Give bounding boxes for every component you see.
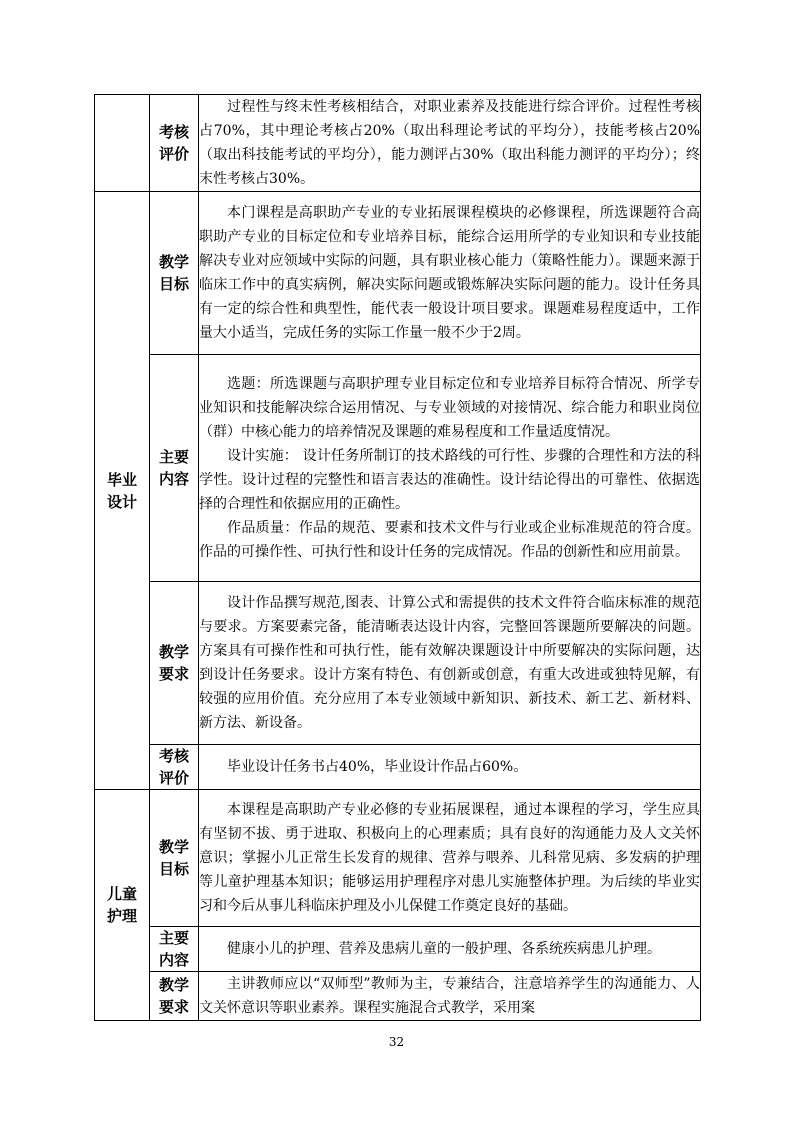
row-label-line: 评价 xyxy=(158,769,189,787)
paragraph: 设计作品撰写规范,图表、计算公式和需提供的技术文件符合临床标准的规范与要求。方案要素完备，能清晰表达设计内容，完整回答课题所要解决的问题。方案具有可操作性和可执行性，能有效解决课题设计中所要解决的实际问题，达到设计任务要求。设计方案有特色、有创新或创意，有重大改进或独特见解，有较强的应用价值。充分应用了本专业领域中新知识、新技术、新工艺、新材料、新方法、新设备。 xyxy=(199,595,700,731)
table-row xyxy=(95,972,701,1021)
row-label-line: 考核 xyxy=(158,123,189,141)
section-label-line: 护理 xyxy=(106,907,137,925)
row-label-line: 要求 xyxy=(158,665,189,683)
section-label-line: 设计 xyxy=(106,492,137,511)
row-label xyxy=(150,355,199,582)
table-row xyxy=(95,790,701,927)
row-text xyxy=(199,582,701,745)
row-label-line: 要求 xyxy=(158,998,189,1016)
row-label xyxy=(150,582,199,745)
table-row xyxy=(95,192,701,355)
row-label-line: 目标 xyxy=(158,860,189,878)
table-row xyxy=(95,745,701,790)
paragraph: 选题：所选课题与高职护理专业目标定位和专业培养目标符合情况、所学专业知识和技能解决综合运用情况、与专业领域的对接情况、综合能力和职业岗位（群）中核心能力的培养情况及课题的难易程度和工作量适度情况。 xyxy=(199,376,700,440)
row-label-line: 评价 xyxy=(158,145,189,163)
row-label-line: 教学 xyxy=(158,643,189,661)
row-text xyxy=(199,355,701,582)
row-label-line: 教学 xyxy=(158,838,189,856)
row-label-line: 教学 xyxy=(158,976,189,994)
table-row xyxy=(95,927,701,972)
paragraph: 毕业设计任务书占40%，毕业设计作品占60%。 xyxy=(227,759,528,775)
row-text xyxy=(199,95,701,192)
row-label-line: 内容 xyxy=(158,951,189,969)
row-text xyxy=(199,972,701,1021)
paragraph: 本门课程是高职助产专业的专业拓展课程模块的必修课程，所选课题符合高职助产专业的目标定位和专业培养目标，能综合运用所学的专业知识和专业技能解决专业对应领域中实际的问题，具有职业核心能力（策略性能力）。课题来源于临床工作中的真实病例，解决实际问题或锻炼解决实际问题的能力。设计任务具有一定的综合性和典型性，能代表一般设计项目要求。课题难易程度适中，工作量大小适当，完成任务的实际工作量一般不少于2周。 xyxy=(199,205,700,341)
paragraph: 主讲教师应以“双师型”教师为主，专兼结合，注意培养学生的沟通能力、人文关怀意识等职业素养。课程实施混合式教学，采用案 xyxy=(199,976,700,1016)
page-number: 32 xyxy=(388,1035,405,1049)
table-row xyxy=(95,582,701,745)
row-label-line: 主要 xyxy=(158,448,189,466)
row-label xyxy=(150,972,199,1021)
curriculum-table xyxy=(94,94,701,1021)
row-text xyxy=(199,790,701,927)
row-label xyxy=(150,790,199,927)
row-label xyxy=(150,927,199,972)
section-cell-empty xyxy=(95,95,150,192)
row-label xyxy=(150,192,199,355)
row-label-line: 教学 xyxy=(158,253,189,271)
row-text xyxy=(199,927,701,972)
paragraph: 设计实施： 设计任务所制订的技术路线的可行性、步骤的合理性和方法的科学性。设计过程的完整性和语言表达的准确性。设计结论得出的可靠性、依据选择的合理性和依据应用的正确性。 xyxy=(199,448,700,512)
row-label-line: 内容 xyxy=(158,470,189,488)
row-label xyxy=(150,95,199,192)
paragraph: 过程性与终末性考核相结合，对职业素养及技能进行综合评价。过程性考核占70%，其中理论考核占20%（取出科理论考试的平均分），技能考核占20%（取出科技能考试的平均分），能力测评占30%（取出科能力测评的平均分）；终末性考核占30%。 xyxy=(199,99,700,187)
table-row xyxy=(95,355,701,582)
row-label xyxy=(150,745,199,790)
row-label-line: 主要 xyxy=(158,929,189,947)
row-text xyxy=(199,745,701,790)
section-label-line: 儿童 xyxy=(106,885,137,903)
paragraph: 本课程是高职助产专业必修的专业拓展课程，通过本课程的学习，学生应具有坚韧不拔、勇于进取、积极向上的心理素质；具有良好的沟通能力及人文关怀意识；掌握小儿正常生长发育的规律、营养与喂养、儿科常见病、多发病的护理等儿童护理基本知识；能够运用护理程序对患儿实施整体护理。为后续的毕业实习和今后从事儿科临床护理及小儿保健工作奠定良好的基础。 xyxy=(199,802,700,914)
row-label-line: 考核 xyxy=(158,747,189,765)
section-cell-design xyxy=(95,192,150,790)
paragraph: 作品质量：作品的规范、要素和技术文件与行业或企业标准规范的符合度。作品的可操作性、可执行性和设计任务的完成情况。作品的创新性和应用前景。 xyxy=(199,520,700,560)
row-label-line: 目标 xyxy=(158,275,189,293)
table-row xyxy=(95,95,701,192)
paragraph: 健康小儿的护理、营养及患病儿童的一般护理、各系统疾病患儿护理。 xyxy=(227,941,661,957)
row-text xyxy=(199,192,701,355)
section-cell-child xyxy=(95,790,150,1021)
section-label-line: 毕业 xyxy=(106,470,137,489)
